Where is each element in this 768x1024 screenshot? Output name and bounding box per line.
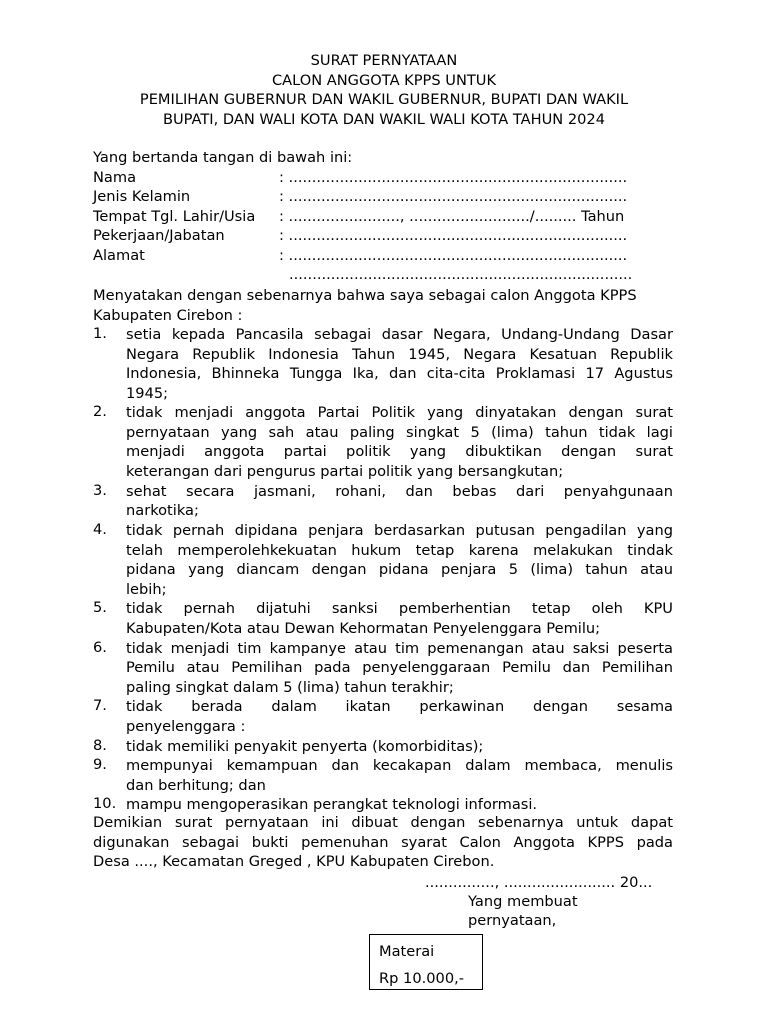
list-item (126, 521, 673, 599)
list-item (126, 325, 673, 403)
list-item-number: 7. (93, 697, 107, 715)
list-item-line: mempunyai kemampuan dan kecakapan dalam membaca, menulis (126, 757, 673, 775)
list-item (126, 737, 673, 757)
field-label: Tempat Tgl. Lahir/Usia (93, 208, 256, 225)
list-item-line: tidak menjadi tim kampanye atau tim pemenangan atau saksi peserta (126, 639, 673, 657)
list-item-number: 9. (93, 756, 107, 774)
list-item-line: penyelenggara : (126, 717, 246, 735)
declaration-line: Kabupaten Cirebon : (93, 306, 243, 324)
intro-text: Yang bertanda tangan di bawah ini: (93, 149, 353, 166)
closing-paragraph (93, 813, 673, 872)
list-item-line: paling singkat dalam 5 (lima) tahun terakhir; (126, 678, 454, 696)
title-line-1: SURAT PERNYATAAN (310, 52, 458, 69)
list-item-line: setia kepada Pancasila sebagai dasar Negara, Undang-Undang Dasar (126, 326, 673, 343)
stamp-label: Materai (379, 943, 435, 960)
list-item-line: narkotika; (126, 502, 199, 520)
list-item (126, 756, 673, 795)
document-title (0, 51, 768, 129)
list-item-line: 1945; (126, 384, 169, 402)
signer-caption-1: Yang membuat (468, 893, 578, 910)
closing-line: Desa ...., Kecamatan Greged , KPU Kabupaten Cirebon. (93, 853, 495, 870)
list-item-number: 5. (93, 599, 107, 617)
list-item-number: 10. (93, 795, 117, 813)
list-item-number: 4. (93, 521, 107, 538)
title-line-2: CALON ANGGOTA KPPS UNTUK (271, 71, 497, 89)
field-label: Jenis Kelamin (93, 188, 191, 205)
list-item-number: 1. (93, 325, 107, 342)
list-item (126, 403, 673, 481)
list-item-line: lebih; (126, 580, 167, 598)
list-item-line: Negara Republik Indonesia Tahun 1945, Negara Kesatuan Republik (126, 345, 673, 363)
field-blank[interactable]: : ......................................................................... (279, 188, 628, 205)
list-item (126, 599, 673, 638)
closing-line: digunakan sebagai bukti pemenuhan syarat Calon Anggota KPPS pada (93, 833, 673, 851)
list-item-number: 6. (93, 638, 107, 656)
list-item-line: Pemilu atau Pemilihan pada penyelenggaraan Pemilu dan Pemilihan (126, 659, 673, 677)
list-item-line: tidak pernah dipidana penjara berdasarkan putusan pengadilan yang (126, 522, 673, 539)
materai-stamp-box (369, 934, 483, 990)
list-item-number: 3. (93, 481, 107, 499)
signer-caption-2: pernyataan, (468, 912, 557, 929)
field-blank[interactable]: : ......................................................................... (279, 247, 628, 264)
list-item-line: dan berhitung; dan (126, 776, 266, 794)
field-row-nama (0, 168, 768, 188)
list-item-line: mampu mengoperasikan perangkat teknologi informasi. (126, 796, 538, 814)
title-line-4: BUPATI, DAN WALI KOTA DAN WAKIL WALI KOTA TAHUN 2024 (162, 110, 606, 128)
stamp-amount: Rp 10.000,- (379, 970, 465, 987)
list-item-line: pernyataan yang sah atau paling singkat 5 (lima) tahun tidak lagi (126, 423, 673, 441)
list-item-line: tidak memiliki penyakit penyerta (komorbiditas); (126, 737, 484, 755)
field-blank[interactable]: : ......................................................................... (279, 169, 628, 186)
list-item-line: Indonesia, Bhinneka Tungga Ika, dan cita-cita Proklamasi 17 Agustus (126, 365, 673, 382)
field-row-pekerjaan (0, 226, 768, 246)
field-label: Alamat (93, 247, 145, 264)
list-item (126, 795, 673, 815)
list-item-line: keterangan dari pengurus partai politik yang bersangkutan; (126, 462, 564, 480)
field-row-tempat-tgl-lahir (0, 207, 768, 227)
field-blank[interactable]: : ........................, ........................../......... Tahun (279, 208, 625, 225)
list-item-line: pidana yang diancam dengan pidana penjara 5 (lima) tahun atau (126, 561, 673, 578)
closing-line: Demikian surat pernyataan ini dibuat dengan sebenarnya untuk dapat (93, 814, 673, 831)
list-item (126, 697, 673, 736)
list-item-line: Kabupaten/Kota atau Dewan Kehormatan Penyelenggara Pemilu; (126, 619, 601, 637)
field-row-alamat (0, 246, 768, 266)
field-label: Nama (93, 169, 137, 186)
address-blank-line-2[interactable]: .......................................................................... (289, 266, 633, 283)
list-item-line: sehat secara jasmani, rohani, dan bebas dari penyahgunaan (126, 482, 673, 500)
declaration-paragraph (93, 286, 673, 325)
place-date-blank[interactable]: ..............., ........................ 20... (425, 874, 653, 891)
list-item-line: tidak pernah dijatuhi sanksi pemberhentian tetap oleh KPU (126, 600, 673, 618)
field-blank[interactable]: : ......................................................................... (279, 227, 628, 244)
declaration-line: Menyatakan dengan sebenarnya bahwa saya sebagai calon Anggota KPPS (93, 287, 637, 304)
list-item-number: 8. (93, 736, 107, 754)
list-item (126, 482, 673, 521)
field-row-jenis-kelamin (0, 187, 768, 207)
list-item-line: tidak menjadi anggota Partai Politik yang dinyatakan dengan surat (126, 404, 673, 422)
list-item-number: 2. (93, 403, 107, 421)
list-item (126, 639, 673, 698)
list-item-line: menjadi anggota partai politik yang dibuktikan dengan surat (126, 443, 673, 461)
list-item-line: telah memperolehkekuatan hukum tetap karena melakukan tindak (126, 541, 673, 559)
title-line-3: PEMILIHAN GUBERNUR DAN WAKIL GUBERNUR, BUPATI DAN WAKIL (139, 91, 629, 108)
field-label: Pekerjaan/Jabatan (93, 227, 225, 244)
list-item-line: tidak berada dalam ikatan perkawinan dengan sesama (126, 698, 673, 716)
